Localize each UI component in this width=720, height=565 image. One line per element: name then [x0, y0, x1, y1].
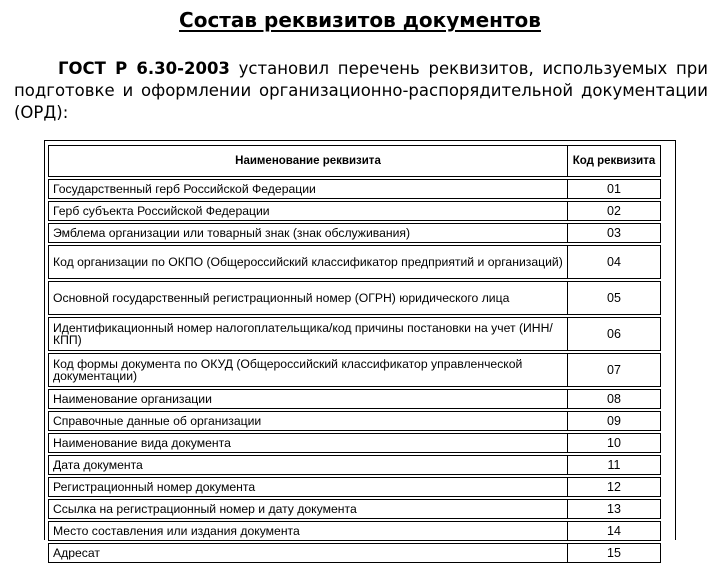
table-row [48, 317, 661, 351]
table-row [48, 245, 661, 279]
requisite-name: Место составления или издания документа [48, 521, 568, 541]
requisite-name: Код формы документа по ОКУД (Общероссийский классификатор управленческой документации) [48, 353, 568, 387]
table-row [48, 543, 661, 563]
requisite-code: 03 [568, 223, 661, 243]
header-code: Код реквизита [568, 145, 661, 177]
requisite-code: 04 [568, 245, 661, 279]
requisite-code: 06 [568, 317, 661, 351]
table-row [48, 433, 661, 453]
table-row [48, 201, 661, 221]
table-row [48, 223, 661, 243]
table-row [48, 499, 661, 519]
requisite-code: 01 [568, 179, 661, 199]
requisite-name: Государственный герб Российской Федерации [48, 179, 568, 199]
requisite-name: Наименование организации [48, 389, 568, 409]
requisite-code: 15 [568, 543, 661, 563]
requisite-name: Адресат [48, 543, 568, 563]
table-row [48, 389, 661, 409]
table-row [48, 179, 661, 199]
intro-paragraph [14, 58, 708, 124]
table-row [48, 455, 661, 475]
requisite-name: Код организации по ОКПО (Общероссийский классификатор предприятий и организаций) [48, 245, 568, 279]
requisite-name: Ссылка на регистрационный номер и дату документа [48, 499, 568, 519]
page-title: Состав реквизитов документов [179, 8, 541, 32]
table-row [48, 521, 661, 541]
table-row [48, 477, 661, 497]
requisite-code: 11 [568, 455, 661, 475]
requisite-name: Герб субъекта Российской Федерации [48, 201, 568, 221]
intro-text: установил перечень реквизитов, используемых при подготовке и оформлении организационно-распорядительной документации (ОРД): [14, 59, 708, 122]
requisite-name: Регистрационный номер документа [48, 477, 568, 497]
requisites-table [48, 143, 661, 565]
table-row [48, 353, 661, 387]
requisite-code: 05 [568, 281, 661, 315]
gost-reference: ГОСТ Р 6.30-2003 [58, 59, 230, 78]
requisite-code: 12 [568, 477, 661, 497]
header-name: Наименование реквизита [48, 145, 568, 177]
requisite-code: 09 [568, 411, 661, 431]
requisite-code: 07 [568, 353, 661, 387]
requisite-name: Дата документа [48, 455, 568, 475]
requisite-name: Эмблема организации или товарный знак (знак обслуживания) [48, 223, 568, 243]
requisite-code: 02 [568, 201, 661, 221]
requisite-name: Справочные данные об организации [48, 411, 568, 431]
requisite-name: Основной государственный регистрационный номер (ОГРН) юридического лица [48, 281, 568, 315]
requisite-name: Наименование вида документа [48, 433, 568, 453]
requisite-code: 10 [568, 433, 661, 453]
table-row [48, 281, 661, 315]
requisite-name: Идентификационный номер налогоплательщика/код причины постановки на учет (ИНН/КПП) [48, 317, 568, 351]
requisite-code: 14 [568, 521, 661, 541]
requisite-code: 13 [568, 499, 661, 519]
table-header-row [48, 145, 661, 177]
table-row [48, 411, 661, 431]
requisite-code: 08 [568, 389, 661, 409]
